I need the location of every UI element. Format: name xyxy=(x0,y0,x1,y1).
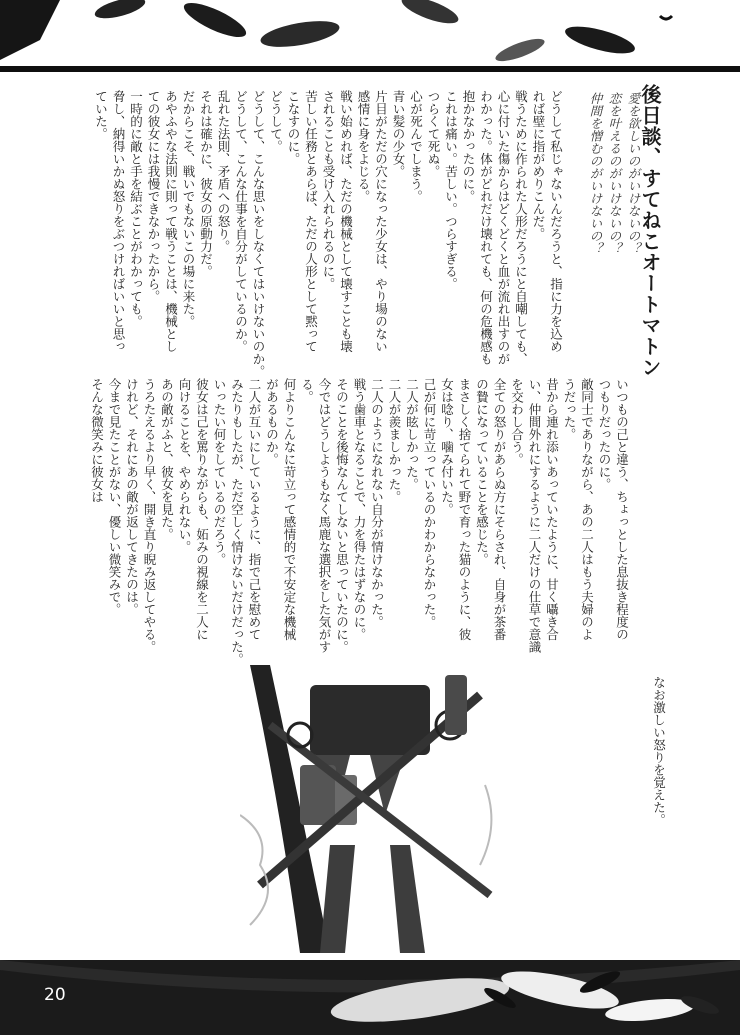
body-text-line: 脅し、納得いかぬ怒りをぶつければいいと思っ xyxy=(111,90,126,353)
body-text-line: 彼女は己を罵りながらも、妬みの視線を二人に xyxy=(194,378,210,641)
body-text-line: ていた。 xyxy=(93,90,109,140)
body-text-line: どうして。 xyxy=(268,90,284,153)
body-text-line: そのことを後悔なんてしないと思っていたのに。 xyxy=(334,378,350,653)
body-text-line: わかった。体がどれだけ壊れても、何の危機感も xyxy=(478,90,494,365)
body-text-line: いったい何をしているのだろう。 xyxy=(212,378,227,566)
bottom-feather-banner xyxy=(0,960,740,1035)
body-text-line: されることも受け入れられるのに。 xyxy=(321,90,336,290)
body-text-line: うだった。 xyxy=(562,378,577,441)
illustration-svg xyxy=(240,665,508,953)
body-text-line: 二人が羨ましかった。 xyxy=(387,378,402,503)
body-text-line: まさしく捨てられて野で育った猫のように、彼 xyxy=(457,378,472,641)
page-number: 20 xyxy=(44,985,66,1005)
body-text-line: 戦い始めれば、ただの機械として壊すことも壊 xyxy=(338,90,354,353)
body-text-line: 苦しい任務とあらば、ただの人形として黙って xyxy=(303,90,319,353)
body-text-line: あの敵がふと、彼女を見た。 xyxy=(159,378,175,541)
body-text-lower-block xyxy=(88,378,631,673)
body-text-upper-block xyxy=(92,90,565,378)
body-text-line: 敵同士でありながら、あの二人はもう夫婦のよ xyxy=(579,378,595,641)
body-text-line: 戦うために作られた人形だろうにと自嘲しても、 xyxy=(513,90,529,365)
body-text-line: があるものか。 xyxy=(264,378,280,466)
body-text-line: 心に付いた傷からはどくどくと血が流れ出すのが xyxy=(496,90,511,365)
body-text-line: 向けることを、やめられない。 xyxy=(177,378,192,553)
body-text-line: 女は唸り、噛み付いた。 xyxy=(439,378,455,516)
body-text-line: 全ての怒りがあらぬ方にそらされ、自身が茶番 xyxy=(492,378,507,641)
body-text-line: 感情に身をよじる。 xyxy=(356,90,371,203)
story-title: 後日談、すてねこオートマトン xyxy=(638,84,662,378)
body-text-line: 今まで見たことがない、優しい微笑みで。 xyxy=(107,378,122,616)
body-text-line: 戦う歯車となることで、力を得たはずなのに。 xyxy=(352,378,367,641)
body-text-line: つもりだったのに。 xyxy=(597,378,612,491)
body-text-line: みたりもしたが、ただ空しく情けないだけだった。 xyxy=(229,378,245,666)
body-text-line: どうして、こんな仕事を自分がしているのか。 xyxy=(233,90,249,353)
subtitle-verses xyxy=(586,92,643,255)
subtitle-line: 仲間を憎むのがいけないの？ xyxy=(588,92,603,255)
feathers-decoration xyxy=(0,0,740,72)
body-text-line: 片目がただの穴になった少女は、やり場のない xyxy=(373,90,389,353)
body-text-line: こなすのに。 xyxy=(286,90,301,165)
body-text-line: れば壁に指がめりこんだ。 xyxy=(531,90,546,240)
body-text-line: 一時的に敵と手を結ぶことがわかっても。 xyxy=(128,90,144,328)
body-text-line: 二人のようになれない自分が情けなかった。 xyxy=(369,378,385,628)
body-text-line: 己が何に苛立っているのかわからなかった。 xyxy=(422,378,437,628)
subtitle-line: 恋を叶えるのがいけないの？ xyxy=(607,92,622,255)
body-text-line: それは確かに、彼女の原動力だ。 xyxy=(198,90,214,278)
body-text-line: い、仲間外れにするように二人だけの仕草で意識 xyxy=(527,378,542,653)
bottom-feathers-decoration xyxy=(0,960,740,1035)
crossed-swords-illustration xyxy=(240,665,508,953)
top-feather-banner xyxy=(0,0,740,72)
body-text-side-line xyxy=(650,676,668,826)
body-text-line: だからこそ、戦いでもないこの場に来た。 xyxy=(181,90,196,328)
body-text-line: つらくて死ぬ。 xyxy=(426,90,441,178)
subtitle-line: 愛を欲しいのがいけないの？ xyxy=(626,92,641,255)
body-text-line: そんな微笑みに彼女は xyxy=(89,378,105,503)
body-text-line: ての彼女には我慢できなかったから。 xyxy=(146,90,161,303)
body-text-line: どうして、こんな思いをしなくてはいけないのか。 xyxy=(251,90,266,378)
body-text-line: る。 xyxy=(299,378,315,403)
body-text-line: 二人が眩しかった。 xyxy=(404,378,420,491)
body-text-line: 抱かなかったのに。 xyxy=(461,90,476,203)
body-text-line: の贄になっていることを感じた。 xyxy=(474,378,490,566)
body-text-line: 青い髪の少女。 xyxy=(391,90,406,178)
body-text-line: を交わし合う。 xyxy=(509,378,525,466)
body-text-line: どうして私じゃないんだろうと、指に力を込め xyxy=(548,90,564,353)
body-text-line: いつもの己と違う、ちょっとした息抜き程度の xyxy=(614,378,630,641)
body-text-line: なお激しい怒りを覚えた。 xyxy=(651,676,667,826)
body-text-line: 今ではどうしようもなく馬鹿な選択をした気がす xyxy=(317,378,332,653)
body-text-line: 二人が互いにしているように、指で己を慰めて xyxy=(247,378,262,641)
body-text-line: 何よりこんなに苛立って感情的で不安定な機械 xyxy=(282,378,297,641)
body-text-line: けれど、それにあの敵が返してきたのは。 xyxy=(124,378,140,616)
body-text-line: 乱れた法則、矛盾への怒り。 xyxy=(216,90,231,253)
body-text-line: あやふやな法則に則って戦うことは、機械とし xyxy=(163,90,179,353)
body-text-line: これは痛い。苦しい。つらすぎる。 xyxy=(443,90,459,290)
body-text-line: 昔から連れ添いあっていたように、甘く囁き合 xyxy=(544,378,560,641)
body-text-line: うろたえるより早く、開き直り睨み返してやる。 xyxy=(142,378,157,653)
body-text-line: 心が死んでしまう。 xyxy=(408,90,424,203)
